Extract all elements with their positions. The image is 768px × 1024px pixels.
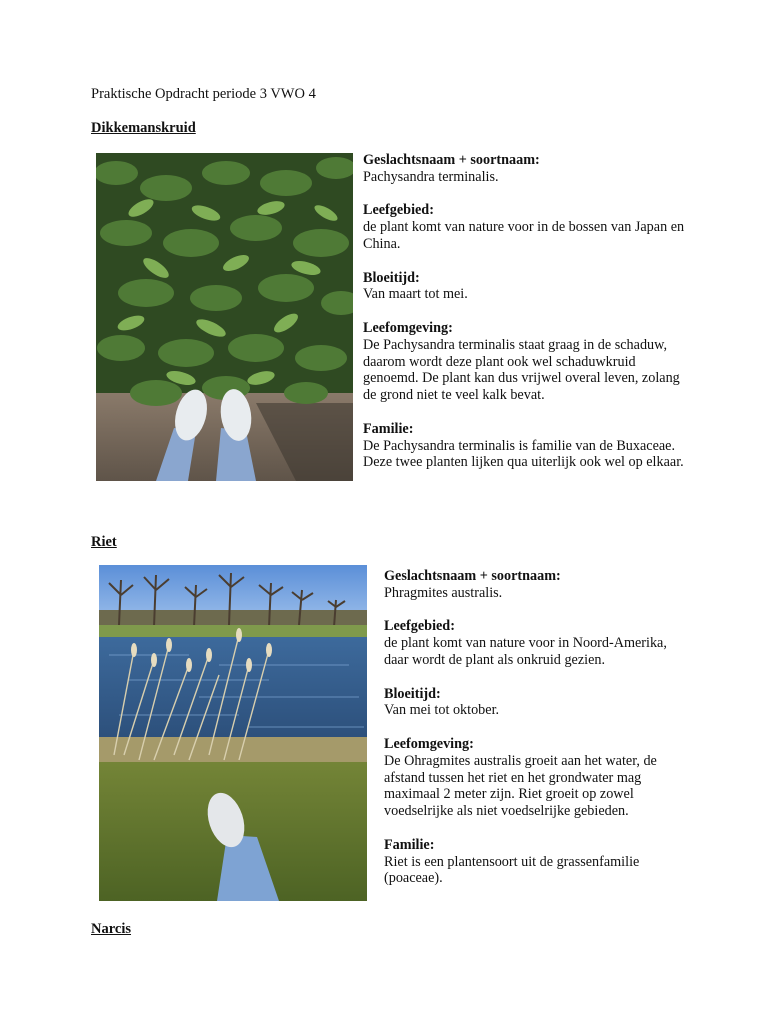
field-label: Bloeitijd: [363, 269, 420, 286]
field-value: China. [363, 235, 401, 252]
field-value: Van maart tot mei. [363, 286, 468, 303]
field-label: Leefgebied: [384, 618, 455, 635]
field-value: daar wordt de plant als onkruid gezien. [384, 651, 606, 668]
photo-pachysandra [96, 153, 353, 481]
field-value: daarom wordt deze plant ook wel schaduwkruid [363, 353, 636, 370]
section-heading-riet: Riet [91, 534, 117, 550]
field-value: de plant komt van nature voor in Noord-Amerika, [384, 635, 667, 652]
field-value: De Pachysandra terminalis staat graag in de schaduw, [363, 336, 668, 353]
field-value: de plant komt van nature voor in de bossen van Japan en [363, 219, 685, 236]
field-value: de grond niet te veel kalk bevat. [363, 387, 545, 404]
field-label: Leefomgeving: [384, 735, 474, 752]
field-value: Deze twee planten lijken qua uiterlijk ook wel op elkaar. [363, 454, 684, 471]
section-heading-dikkemanskruid: Dikkemanskruid [91, 120, 196, 136]
field-value: afstand tussen het riet en het grondwater mag [384, 769, 642, 786]
field-value: Pachysandra terminalis. [363, 168, 499, 185]
field-label: Familie: [363, 420, 414, 437]
field-value: Van mei tot oktober. [384, 702, 500, 719]
field-value: De Pachysandra terminalis is familie van de Buxaceae. [363, 437, 676, 454]
field-value: genoemd. De plant kan dus vrijwel overal leven, zolang [363, 370, 680, 387]
info-block-dikkemanskruid [363, 152, 733, 471]
field-label: Familie: [384, 836, 435, 853]
section-heading-narcis: Narcis [91, 921, 132, 937]
field-value: Riet is een plantensoort uit de grassenfamilie [384, 853, 640, 870]
field-value: voedselrijke als niet voedselrijke gebieden. [384, 803, 629, 820]
field-value: (poaceae). [384, 870, 443, 887]
field-label: Leefgebied: [363, 202, 434, 219]
field-label: Geslachtsnaam + soortnaam: [384, 568, 561, 584]
field-label: Leefomgeving: [363, 319, 453, 336]
field-value: Phragmites australis. [384, 584, 503, 601]
info-block-riet [384, 568, 734, 887]
document-title: Praktische Opdracht periode 3 VWO 4 [91, 86, 316, 102]
field-value: De Ohragmites australis groeit aan het water, de [384, 752, 657, 769]
field-label: Geslachtsnaam + soortnaam: [363, 152, 540, 168]
photo-riet [99, 565, 367, 901]
field-value: maximaal 2 meter zijn. Riet groeit op zowel [384, 786, 634, 803]
field-label: Bloeitijd: [384, 685, 441, 702]
